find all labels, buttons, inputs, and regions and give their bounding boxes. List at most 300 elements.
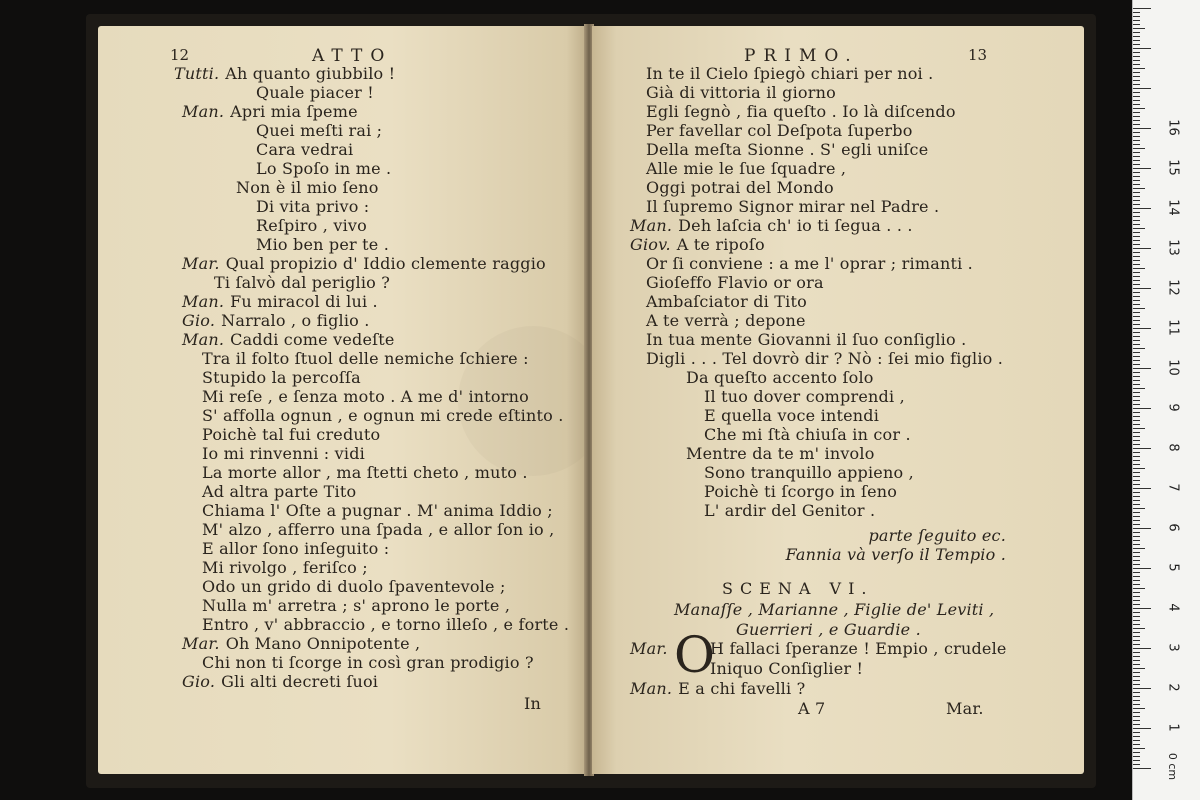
ruler-tick [1133,480,1140,481]
verse-line: Iniquo Conſiglier ! [710,659,864,678]
ruler-tick [1133,380,1140,381]
ruler-number: 14 [1165,199,1181,216]
ruler-tick [1133,648,1151,649]
ruler-tick [1133,320,1140,321]
verse-line [202,653,534,672]
ruler-tick [1133,312,1140,313]
ruler-tick [1133,328,1151,329]
verse-line: H fallaci ſperanze ! Empio , crudele [710,639,1007,658]
ruler-tick [1133,272,1140,273]
verse-text: Reſpiro , vivo [256,216,367,235]
ruler-tick [1133,692,1140,693]
ruler-tick [1133,716,1140,717]
ruler-tick [1133,240,1140,241]
ruler-tick [1133,732,1140,733]
ruler-tick [1133,572,1140,573]
verse-line [202,425,380,444]
verse-line [256,216,367,235]
ruler-tick [1133,552,1140,553]
ruler-tick [1133,268,1145,269]
ruler-tick [1133,500,1140,501]
ruler-tick [1133,288,1151,289]
verse-text: Alle mie le ſue ſquadre , [646,159,847,178]
speaker-label: Man. [630,216,673,235]
ruler-number: 7 [1165,483,1181,492]
verse-text: Lo Spoſo in me . [256,159,392,178]
ruler-tick [1133,424,1140,425]
ruler-tick [1133,92,1140,93]
verse-line [686,368,874,387]
verse-text: Sono tranquillo appieno , [704,463,914,482]
ruler-tick [1133,236,1140,237]
verse-text: Ah quanto giubbilo ! [225,64,396,83]
ruler-tick [1133,316,1140,317]
verse-text: Or ſi conviene : a me l' oprar ; rimanti . [646,254,973,273]
ruler-tick [1133,556,1140,557]
verse-text: Della meſta Sionne . S' egli uniſce [646,140,929,159]
ruler-tick [1133,548,1145,549]
ruler-tick [1133,464,1140,465]
verse-line [256,83,374,102]
ruler-tick [1133,196,1140,197]
verse-line [174,64,395,83]
ruler-tick [1133,628,1145,629]
ruler-tick [1133,592,1140,593]
ruler-tick [1133,528,1151,529]
verse-line [256,235,389,254]
ruler-number: 5 [1165,563,1181,572]
ruler-tick [1133,456,1140,457]
ruler-tick [1133,256,1140,257]
ruler-tick [1133,368,1151,369]
ruler-tick [1133,72,1140,73]
verse-line [646,311,806,330]
ruler-tick [1133,140,1140,141]
ruler-tick [1133,116,1140,117]
verse-line [202,368,361,387]
ruler-tick [1133,344,1140,345]
ruler-tick [1133,704,1140,705]
ruler-tick [1133,748,1145,749]
ruler-tick [1133,676,1140,677]
verse-line [202,539,389,558]
speaker-label: Man. [182,292,225,311]
ruler-number: 12 [1165,279,1181,296]
right-page [592,26,1084,774]
ruler-tick [1133,220,1140,221]
ruler-tick [1133,712,1140,713]
ruler-tick [1133,352,1140,353]
ruler-tick [1133,168,1151,169]
ruler-tick [1133,416,1140,417]
ruler-tick [1133,172,1140,173]
verse-line [202,615,569,634]
ruler-tick [1133,760,1140,761]
verse-text: Tra il folto ſtuol delle nemiche ſchiere : [202,349,529,368]
signature-mark: A 7 [798,699,826,718]
verse-text: Di vita privo : [256,197,370,216]
ruler-tick [1133,228,1145,229]
ruler-tick [1133,360,1140,361]
verse-text: Mi reſe , e ſenza moto . A me d' intorno [202,387,529,406]
verse-text: Qual propizio d' Iddio clemente raggio [225,254,546,273]
ruler-tick [1133,124,1140,125]
ruler-tick [1133,292,1140,293]
ruler-tick [1133,540,1140,541]
ruler-tick [1133,392,1140,393]
ruler-number: 9 [1165,403,1181,412]
verse-text: Ad altra parte Tito [202,482,357,501]
ruler-tick [1133,176,1140,177]
speaker-label: Mar. [182,634,220,653]
ruler-tick [1133,208,1151,209]
ruler-tick [1133,728,1151,729]
ruler-tick [1133,12,1140,13]
ruler-tick [1133,584,1140,585]
ruler-tick [1133,52,1140,53]
ruler-tick [1133,48,1151,49]
ruler-tick [1133,428,1145,429]
ruler-tick [1133,232,1140,233]
ruler-tick [1133,336,1140,337]
verse-text: Chiama l' Oſte a pugnar . M' anima Iddio ; [202,501,553,520]
ruler-tick [1133,660,1140,661]
speaker-label: Gio. [182,672,216,691]
verse-line: Man. E a chi favelli ? [630,679,806,698]
ruler-tick [1133,136,1140,137]
verse-text: S' affolla ognun , e ognun mi crede eſtinto . [202,406,564,425]
ruler-tick [1133,216,1140,217]
ruler-tick [1133,120,1140,121]
verse-text: Quei meſti rai ; [256,121,383,140]
verse-text: In tua mente Giovanni il ſuo conſiglio . [646,330,967,349]
ruler-number: 4 [1165,603,1181,612]
verse-line [630,216,913,235]
verse-line [214,273,390,292]
ruler-tick [1133,512,1140,513]
verse-text: Apri mia ſpeme [230,102,358,121]
ruler-tick [1133,324,1140,325]
speaker-label: Mar. [182,254,220,273]
ruler-number: 15 [1165,159,1181,176]
ruler-number: 1 [1165,723,1181,732]
verse-line [704,501,875,520]
ruler-tick [1133,340,1140,341]
verse-line [646,292,807,311]
ruler-tick [1133,568,1151,569]
ruler-tick [1133,664,1140,665]
ruler-tick [1133,756,1140,757]
verse-text: Deh laſcia ch' io ti ſegua . . . [678,216,913,235]
verse-line [236,178,379,197]
verse-text: Entro , v' abbraccio , e torno illeſo , e forte . [202,615,570,634]
verse-line [646,254,973,273]
verse-line [182,634,420,653]
verse-text: Il tuo dover comprendi , [704,387,905,406]
ruler-tick [1133,492,1140,493]
verse-line [202,520,554,539]
verse-line [202,482,356,501]
ruler-tick [1133,652,1140,653]
ruler-tick [1133,680,1140,681]
ruler-tick [1133,304,1140,305]
ruler-tick [1133,488,1151,489]
ruler-tick [1133,624,1140,625]
verse-line [646,349,1003,368]
ruler-tick [1133,212,1140,213]
ruler-tick [1133,252,1140,253]
verse-text: M' alzo , afferro una ſpada , e allor ſon io , [202,520,555,539]
ruler-tick [1133,32,1140,33]
ruler-tick [1133,432,1140,433]
ruler-tick [1133,420,1140,421]
verse-line [182,330,395,349]
ruler-tick [1133,332,1140,333]
verse-line [646,83,836,102]
ruler-tick [1133,192,1140,193]
speaker-label: Mar. [630,639,668,658]
ruler-tick [1133,484,1140,485]
ruler-tick [1133,708,1145,709]
ruler-tick [1133,276,1140,277]
speaker-label: Giov. [630,235,671,254]
stage-direction: parte ſeguito ec. [868,526,1006,545]
ruler-number: 2 [1165,683,1181,692]
verse-line [256,159,391,178]
verse-text: Per favellar col Deſpota ſuperbo [646,121,913,140]
ruler-tick [1133,688,1151,689]
ruler-tick [1133,60,1140,61]
ruler-tick [1133,200,1140,201]
verse-text: Poichè ti ſcorgo in ſeno [704,482,898,501]
verse-text: Fu miracol di lui . [230,292,378,311]
ruler-tick [1133,300,1140,301]
ruler-tick [1133,8,1151,9]
ruler-tick [1133,440,1140,441]
ruler-tick [1133,364,1140,365]
ruler-tick [1133,128,1151,129]
ruler-number: 6 [1165,523,1181,532]
ruler-tick [1133,204,1140,205]
ruler-tick [1133,656,1140,657]
verse-line [686,444,875,463]
verse-line [202,463,528,482]
ruler-tick [1133,408,1151,409]
verse-line [704,425,911,444]
verse-text: Mi rivolgo , feriſco ; [202,558,368,577]
verse-line [646,197,939,216]
ruler-number: 13 [1165,239,1181,256]
verse-line [646,273,824,292]
ruler-tick [1133,160,1140,161]
verse-text: Digli . . . Tel dovrò dir ? Nò : ſei mio figlio . [646,349,1004,368]
ruler-tick [1133,56,1140,57]
ruler-tick [1133,520,1140,521]
ruler-tick [1133,104,1140,105]
verse-line [646,178,834,197]
verse-text: Il ſupremo Signor mirar nel Padre . [646,197,940,216]
ruler-tick [1133,188,1145,189]
ruler-tick [1133,604,1140,605]
verse-text: Stupido la percoſſa [202,368,361,387]
ruler-tick [1133,384,1140,385]
verse-text: Da queſto accento ſolo [686,368,874,387]
ruler-number: 8 [1165,443,1181,452]
ruler-tick [1133,436,1140,437]
ruler-tick [1133,372,1140,373]
ruler-tick [1133,632,1140,633]
ruler-tick [1133,132,1140,133]
verse-line [202,406,564,425]
ruler-tick [1133,588,1145,589]
ruler-tick [1133,560,1140,561]
verse-text: Gli alti decreti ſuoi [221,672,379,691]
ruler-tick [1133,736,1140,737]
ruler-tick [1133,308,1145,309]
verse-line [256,121,382,140]
verse-line [646,102,956,121]
ruler-tick [1133,24,1140,25]
ruler-tick [1133,84,1140,85]
verse-line [646,140,928,159]
scene-title: SCENA VI. [722,579,874,598]
ruler-tick [1133,536,1140,537]
verse-line [704,463,914,482]
ruler-tick [1133,460,1140,461]
verse-text: A te verrà ; depone [646,311,806,330]
ruler-tick [1133,260,1140,261]
verse-line [202,558,368,577]
ruler-tick [1133,644,1140,645]
ruler-tick [1133,180,1140,181]
verse-text: Oh Mano Onnipotente , [225,634,421,653]
verse-text: E allor ſono inſeguito : [202,539,390,558]
ruler-tick [1133,164,1140,165]
ruler-tick [1133,752,1140,753]
ruler-tick [1133,244,1140,245]
speaker-label: Man. [182,330,225,349]
ruler-tick [1133,404,1140,405]
ruler-tick [1133,376,1140,377]
ruler-tick [1133,144,1140,145]
ruler-tick [1133,224,1140,225]
ruler-tick [1133,720,1140,721]
speaker-label: Tutti. [174,64,220,83]
ruler-tick [1133,608,1151,609]
speaker-label: Gio. [182,311,216,330]
ruler-tick [1133,672,1140,673]
ruler-tick [1133,700,1140,701]
ruler-tick [1133,724,1140,725]
verse-text: Mentre da te m' involo [686,444,875,463]
ruler-tick [1133,152,1140,153]
ruler-tick [1133,496,1140,497]
verse-text: Gioſeffo Flavio or ora [646,273,824,292]
ruler-tick [1133,620,1140,621]
ruler-tick [1133,68,1145,69]
verse-line [202,577,506,596]
speaker-label: Man. [182,102,225,121]
verse-line [182,254,546,273]
verse-text: Quale piacer ! [256,83,374,102]
verse-line [182,102,358,121]
verse-line [630,235,765,254]
page-number: 13 [968,46,988,64]
ruler-tick [1133,64,1140,65]
verse-text: Odo un grido di duolo ſpaventevole ; [202,577,506,596]
verse-text: A te ripoſo [676,235,765,254]
verse-text: Caddi come vedeſte [230,330,395,349]
ruler-number: 11 [1165,319,1181,336]
ruler-tick [1133,444,1140,445]
verse-line [182,672,378,691]
ruler-tick [1133,740,1140,741]
ruler-tick [1133,764,1140,765]
ruler-tick [1133,96,1140,97]
ruler-tick [1133,468,1145,469]
verse-text: Mio ben per te . [256,235,390,254]
catchword: Mar. [946,699,984,718]
ruler-tick [1133,264,1140,265]
verse-text: Poichè tal fui creduto [202,425,381,444]
ruler-tick [1133,452,1140,453]
running-header: ATTO [312,46,393,66]
ruler-tick [1133,476,1140,477]
running-header: PRIMO. [744,46,859,66]
ruler-tick [1133,148,1145,149]
ruler-tick [1133,156,1140,157]
verse-text: L' ardir del Genitor . [704,501,876,520]
ruler-tick [1133,296,1140,297]
verse-text: Ambaſciator di Tito [646,292,807,311]
verse-line [646,159,846,178]
ruler-tick [1133,16,1140,17]
scene-characters: Guerrieri , e Guardie . [736,620,921,639]
verse-line [646,121,913,140]
ruler-tick [1133,472,1140,473]
ruler-number: 3 [1165,643,1181,652]
ruler-tick [1133,108,1145,109]
verse-text: Nulla m' arretra ; s' aprono le porte , [202,596,511,615]
ruler-tick [1133,612,1140,613]
ruler-tick [1133,28,1145,29]
ruler-tick [1133,768,1151,769]
verse-text: Che mi ſtà chiuſa in cor . [704,425,911,444]
ruler-tick [1133,356,1140,357]
ruler-tick [1133,564,1140,565]
verse-text: La morte allor , ma ſtetti cheto , muto . [202,463,528,482]
ruler-tick [1133,744,1140,745]
ruler-number: 16 [1165,119,1181,136]
scene-characters: Manaſſe , Marianne , Figlie de' Leviti , [674,600,995,619]
ruler-tick [1133,532,1140,533]
stage-direction: Fannia và verſo il Tempio . [785,545,1006,564]
ruler-tick [1133,44,1140,45]
ruler-tick [1133,616,1140,617]
ruler-tick [1133,448,1151,449]
page-number: 12 [170,46,190,64]
verse-text: Non è il mio ſeno [236,178,379,197]
ruler-tick [1133,636,1140,637]
ruler-tick [1133,524,1140,525]
ruler-tick [1133,576,1140,577]
verse-text: Ti ſalvò dal periglio ? [214,273,391,292]
left-page [98,26,586,774]
ruler-tick [1133,580,1140,581]
verse-line [202,387,529,406]
verse-text: Cara vedrai [256,140,354,159]
verse-line [182,311,370,330]
